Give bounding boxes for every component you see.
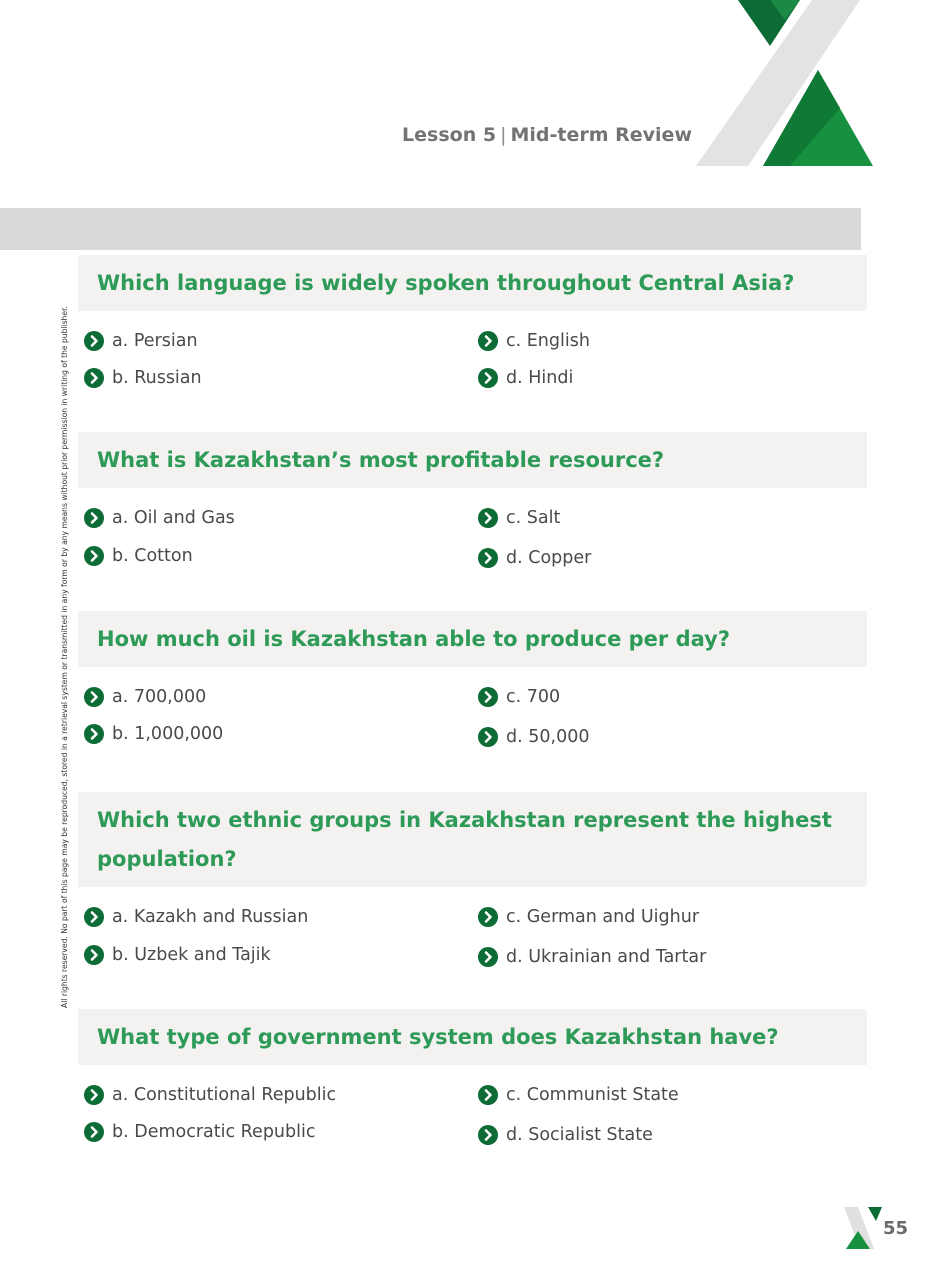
chevron-right-icon — [478, 687, 498, 707]
option-label: b. Uzbek and Tajik — [112, 945, 271, 965]
option-a[interactable] — [84, 508, 235, 528]
option-label: c. Communist State — [506, 1085, 679, 1105]
question-text: Which two ethnic groups in Kazakhstan represent the highest population? — [78, 792, 867, 887]
option-label: b. Cotton — [112, 546, 193, 566]
question-block-4 — [78, 792, 867, 987]
option-b[interactable] — [84, 945, 271, 965]
chevron-right-icon — [84, 907, 104, 927]
option-label: b. 1,000,000 — [112, 724, 224, 744]
question-block-1 — [78, 255, 867, 411]
option-c[interactable] — [478, 907, 699, 927]
options-group — [78, 488, 867, 588]
chevron-right-icon — [84, 687, 104, 707]
option-d[interactable] — [478, 548, 591, 568]
option-label: c. German and Uighur — [506, 907, 700, 927]
option-label: a. Oil and Gas — [112, 508, 235, 528]
option-d[interactable] — [478, 727, 589, 747]
options-group — [78, 667, 867, 767]
lesson-number: Lesson 5 — [402, 124, 497, 146]
option-c[interactable] — [478, 331, 590, 351]
chevron-right-icon — [84, 724, 104, 744]
chevron-right-icon — [478, 548, 498, 568]
option-label: d. Socialist State — [506, 1125, 653, 1145]
option-a[interactable] — [84, 907, 308, 927]
options-group — [78, 311, 867, 411]
option-a[interactable] — [84, 331, 198, 351]
section-band — [0, 208, 861, 250]
question-block-5 — [78, 1009, 867, 1165]
chevron-right-icon — [478, 947, 498, 967]
option-label: b. Democratic Republic — [112, 1122, 316, 1142]
chevron-right-icon — [84, 1122, 104, 1142]
option-c[interactable] — [478, 1085, 679, 1105]
chevron-right-icon — [478, 1125, 498, 1145]
option-label: c. 700 — [506, 687, 561, 707]
option-label: d. Copper — [506, 548, 592, 568]
header-separator: | — [500, 124, 507, 146]
option-b[interactable] — [84, 724, 223, 744]
chevron-right-icon — [84, 508, 104, 528]
footer-brand-icon — [840, 1205, 884, 1251]
chevron-right-icon — [84, 331, 104, 351]
chevron-right-icon — [478, 727, 498, 747]
option-label: b. Russian — [112, 368, 202, 388]
chevron-right-icon — [478, 508, 498, 528]
chevron-right-icon — [478, 1085, 498, 1105]
option-label: d. Ukrainian and Tartar — [506, 947, 707, 967]
option-label: a. Persian — [112, 331, 198, 351]
option-d[interactable] — [478, 368, 573, 388]
options-group — [78, 887, 867, 987]
copyright-notice: All rights reserved. No part of this page may be reproduced, stored in a retrieval system or transmitted in any form or by any means without prior permission in writing of the publisher. — [60, 306, 69, 1008]
corner-brand-graphic — [0, 0, 945, 180]
chevron-right-icon — [84, 546, 104, 566]
option-label: d. 50,000 — [506, 727, 590, 747]
option-label: a. Kazakh and Russian — [112, 907, 309, 927]
chevron-right-icon — [84, 945, 104, 965]
option-d[interactable] — [478, 1125, 653, 1145]
chevron-right-icon — [84, 368, 104, 388]
option-d[interactable] — [478, 947, 706, 967]
option-b[interactable] — [84, 546, 193, 566]
option-b[interactable] — [84, 368, 202, 388]
question-text: How much oil is Kazakhstan able to produce per day? — [78, 611, 867, 667]
option-a[interactable] — [84, 687, 206, 707]
question-text: Which language is widely spoken throughout Central Asia? — [78, 255, 867, 311]
question-block-3 — [78, 611, 867, 767]
option-a[interactable] — [84, 1085, 336, 1105]
option-label: a. 700,000 — [112, 687, 207, 707]
question-text: What type of government system does Kazakhstan have? — [78, 1009, 867, 1065]
lesson-title: Mid-term Review — [510, 124, 692, 146]
chevron-right-icon — [478, 907, 498, 927]
lesson-header — [402, 124, 692, 146]
chevron-right-icon — [478, 331, 498, 351]
question-text: What is Kazakhstan’s most profitable resource? — [78, 432, 867, 488]
option-label: d. Hindi — [506, 368, 574, 388]
option-label: c. Salt — [506, 508, 561, 528]
chevron-right-icon — [478, 368, 498, 388]
page-number: 55 — [883, 1218, 909, 1239]
option-c[interactable] — [478, 687, 560, 707]
question-block-2 — [78, 432, 867, 588]
option-c[interactable] — [478, 508, 560, 528]
option-label: c. English — [506, 331, 590, 351]
chevron-right-icon — [84, 1085, 104, 1105]
options-group — [78, 1065, 867, 1165]
option-label: a. Constitutional Republic — [112, 1085, 337, 1105]
option-b[interactable] — [84, 1122, 315, 1142]
